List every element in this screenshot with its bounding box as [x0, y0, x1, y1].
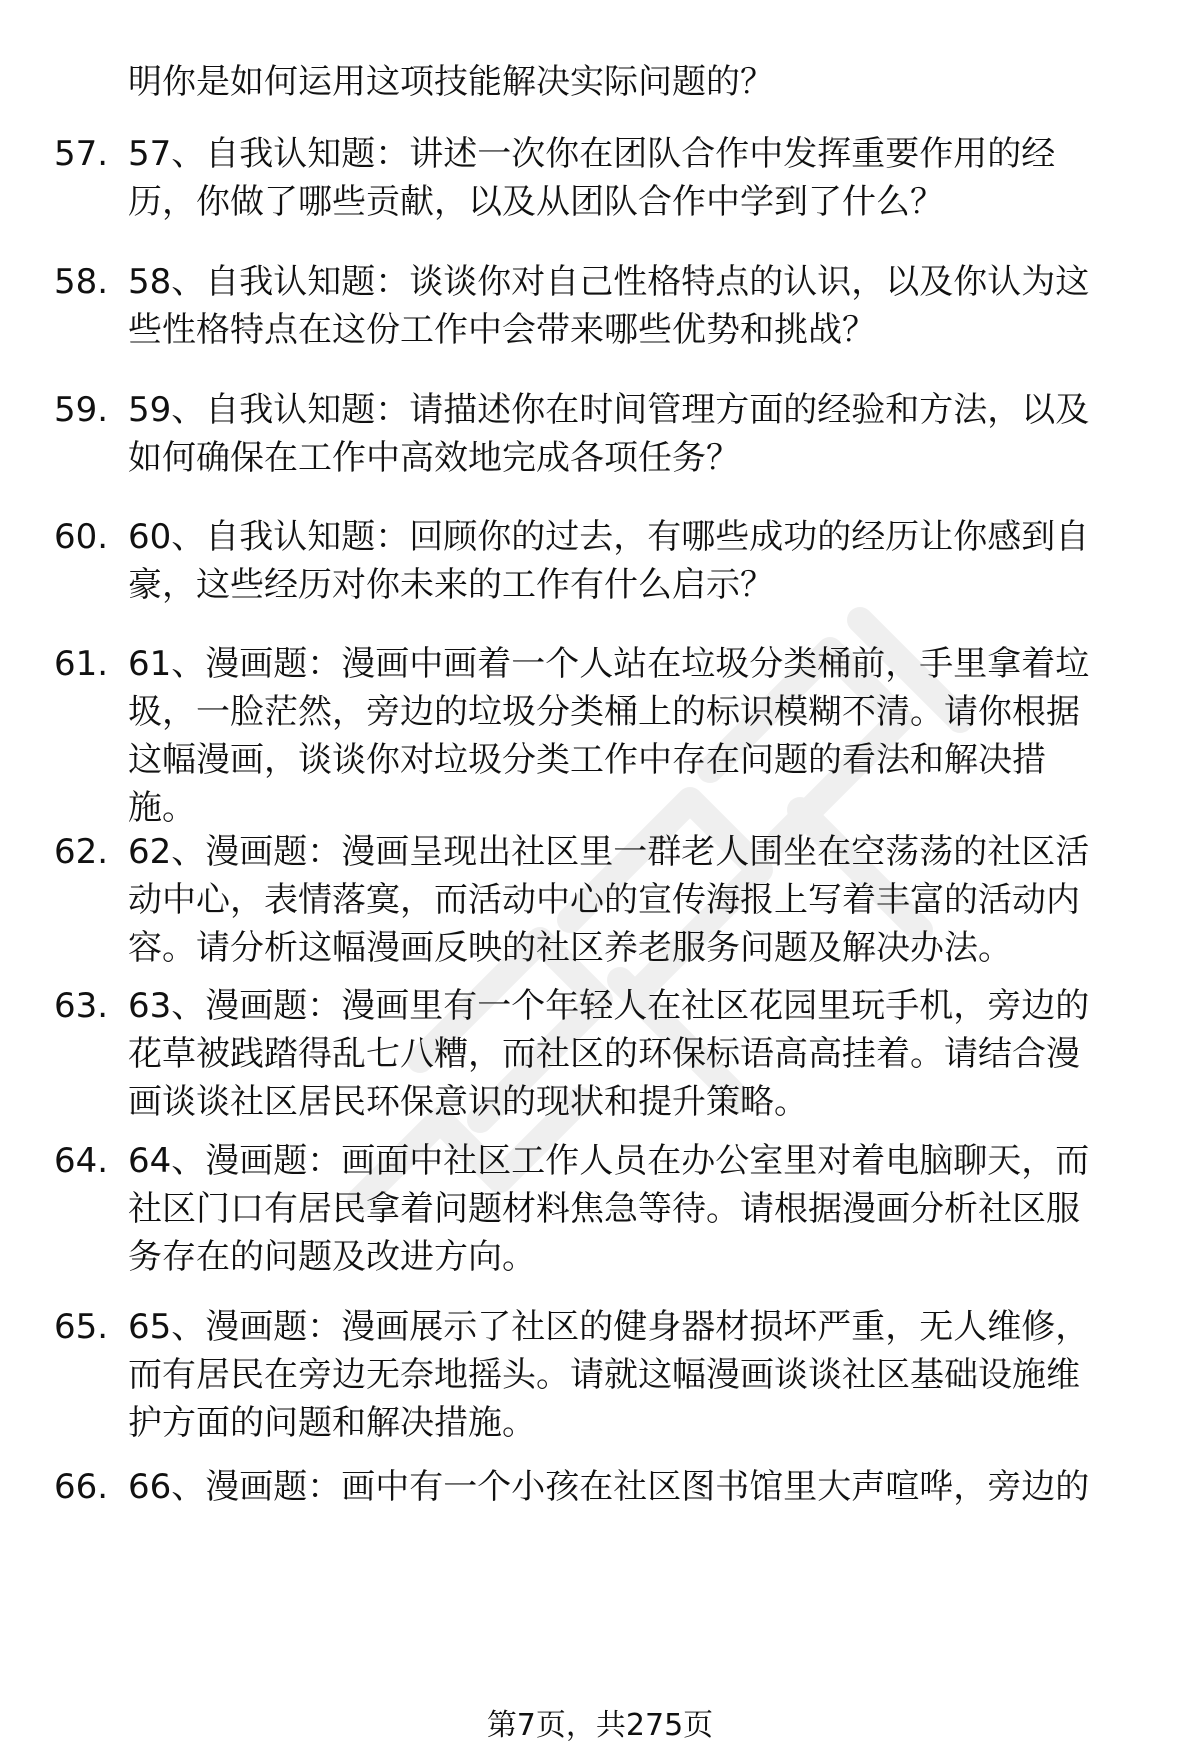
question-text-line: 64、漫画题：画面中社区工作人员在办公室里对着电脑聊天，而: [128, 1141, 1090, 1181]
question-text-line: 圾，一脸茫然，旁边的垃圾分类桶上的标识模糊不清。请你根据: [128, 692, 1080, 732]
question-text-line: 些性格特点在这份工作中会带来哪些优势和挑战？: [128, 310, 876, 350]
question-text: [128, 828, 1148, 972]
question-text-line: 如何确保在工作中高效地完成各项任务？: [128, 438, 740, 478]
question-text-line: 62、漫画题：漫画呈现出社区里一群老人围坐在空荡荡的社区活: [128, 832, 1090, 872]
question-number: 63.: [54, 986, 109, 1026]
question-number: 61.: [54, 644, 109, 684]
question-text-line: 59、自我认知题：请描述你在时间管理方面的经验和方法，以及: [128, 390, 1090, 430]
question-number: 64.: [54, 1141, 109, 1181]
page-footer: 第7页，共275页: [486, 1708, 714, 1743]
question-number: 57.: [54, 134, 109, 174]
question-text-line: 58、自我认知题：谈谈你对自己性格特点的认识，以及你认为这: [128, 262, 1090, 302]
question-number: 60.: [54, 517, 109, 557]
question-text-line: 护方面的问题和解决措施。: [128, 1403, 536, 1443]
question-text: [128, 130, 1148, 226]
question-text: [128, 386, 1148, 482]
question-number: 59.: [54, 390, 109, 430]
question-text: [128, 982, 1148, 1126]
question-text-line: 60、自我认知题：回顾你的过去，有哪些成功的经历让你感到自: [128, 517, 1090, 557]
question-text-line: 社区门口有居民拿着问题材料焦急等待。请根据漫画分析社区服: [128, 1189, 1080, 1229]
question-text-line: 豪，这些经历对你未来的工作有什么启示？: [128, 565, 774, 605]
question-text-line: 63、漫画题：漫画里有一个年轻人在社区花园里玩手机，旁边的: [128, 986, 1090, 1026]
question-text: [128, 1137, 1148, 1281]
question-text-line: 动中心，表情落寞，而活动中心的宣传海报上写着丰富的活动内: [128, 880, 1080, 920]
question-text-line: 61、漫画题：漫画中画着一个人站在垃圾分类桶前，手里拿着垃: [128, 644, 1090, 684]
question-text-line: 花草被践踏得乱七八糟，而社区的环保标语高高挂着。请结合漫: [128, 1034, 1080, 1074]
question-text: [128, 258, 1148, 354]
question-text: [128, 640, 1148, 832]
question-text-line: 务存在的问题及改进方向。: [128, 1237, 536, 1277]
question-text-line: 57、自我认知题：讲述一次你在团队合作中发挥重要作用的经: [128, 134, 1056, 174]
question-number: 58.: [54, 262, 109, 302]
question-text-line: 历，你做了哪些贡献，以及从团队合作中学到了什么？: [128, 182, 944, 222]
question-text: [128, 1463, 1148, 1511]
question-text-line: 66、漫画题：画中有一个小孩在社区图书馆里大声喧哗，旁边的: [128, 1467, 1090, 1507]
question-text-line: 而有居民在旁边无奈地摇头。请就这幅漫画谈谈社区基础设施维: [128, 1355, 1080, 1395]
question-number: 66.: [54, 1467, 109, 1507]
question-text-line: 容。请分析这幅漫画反映的社区养老服务问题及解决办法。: [128, 928, 1012, 968]
question-text-line: 施。: [128, 788, 196, 828]
continuation-text: 明你是如何运用这项技能解决实际问题的？: [128, 62, 774, 102]
question-text: [128, 1303, 1148, 1447]
question-number: 65.: [54, 1307, 109, 1347]
question-number: 62.: [54, 832, 109, 872]
question-text: [128, 513, 1148, 609]
question-text-line: 这幅漫画，谈谈你对垃圾分类工作中存在问题的看法和解决措: [128, 740, 1046, 780]
question-text-line: 画谈谈社区居民环保意识的现状和提升策略。: [128, 1082, 808, 1122]
question-text-line: 65、漫画题：漫画展示了社区的健身器材损坏严重，无人维修，: [128, 1307, 1090, 1347]
